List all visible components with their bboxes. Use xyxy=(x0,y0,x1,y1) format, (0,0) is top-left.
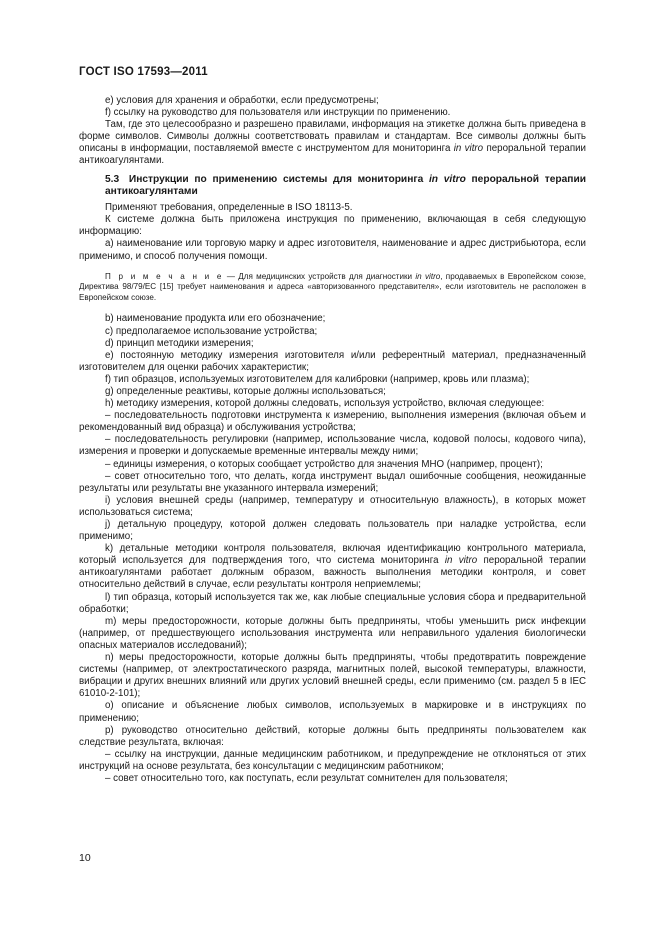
page-number: 10 xyxy=(79,852,91,864)
list-item: l) тип образца, который используется так же, как любые специальные условия сбора и предварительной обработки; xyxy=(79,591,586,615)
section-heading: 5.3 Инструкции по применению системы для мониторинга in vitro пероральной терапии антикоагулянтами xyxy=(105,173,586,197)
list-item: e) постоянную методику измерения изготовителя и/или референтный материал, предназначенный изготовителем для оценки рабочих характеристик; xyxy=(79,349,586,373)
list-subitem: – совет относительно того, как поступать, если результат сомнителен для пользователя; xyxy=(105,772,508,784)
list-item: o) описание и объяснение любых символов, используемых в маркировке и в инструкциях по применению; xyxy=(79,700,586,724)
list-item: g) определенные реактивы, которые должны использоваться; xyxy=(105,385,386,397)
paragraph-requirements: Применяют требования, определенные в ISO 18113-5. xyxy=(105,202,353,214)
page-content xyxy=(79,95,586,785)
list-item: i) условия внешней среды (например, температуру и относительную влажность), в которых может использоваться система; xyxy=(79,494,586,518)
list-subitem: – последовательность регулировки (например, использование числа, кодовой полосы, кодового чипа), измерения и проверки и допускаемые временные интервалы между ними; xyxy=(79,434,586,458)
list-item: c) предполагаемое использование устройства; xyxy=(105,325,318,337)
list-subitem: – единицы измерения, о которых сообщает устройство для значения МНО (например, процент); xyxy=(105,458,543,470)
list-item: n) меры предосторожности, которые должны быть предприняты, чтобы предотвратить повреждение системы (например, от электростатического разряда, магнитных полей, высокой температуры, влажности, вибрации и других внешних влияний или других условий внешней среды, если применимо (см. раздел 5 в IEC 61010-2-101); xyxy=(79,652,586,700)
list-item: f) тип образцов, используемых изготовителем для калибровки (например, кровь или плазма); xyxy=(105,373,530,385)
list-item: d) принцип методики измерения; xyxy=(105,337,254,349)
note: П р и м е ч а н и е — Для медицинских устройств для диагностики in vitro, продаваемых в Европейском союзе, Директива 98/79/ЕС [15] требует наименования и адреса «авторизованного представителя», если изготовитель не расположен в Европейском союзе. xyxy=(79,271,586,302)
list-item: b) наименование продукта или его обозначение; xyxy=(105,313,326,325)
list-item: p) руководство относительно действий, которые должны быть предприняты пользователем как следствие результата, включая: xyxy=(79,724,586,748)
page-header: ГОСТ ISO 17593—2011 xyxy=(79,66,208,78)
list-item-k: k) детальные методики контроля пользователя, включая идентификацию контрольного материала, который используется для подтверждения того, что система мониторинга in vitro пероральной терапии антикоагулянтами работает должным образом, важность выполнения методики контроля, и совет относительно действий в случае, если результаты контроля неприемлемы; xyxy=(79,543,586,591)
list-item: m) меры предосторожности, которые должны быть предприняты, чтобы уменьшить риск инфекции (например, от предшествующего использования инструмента или неправильного удаления биологически опасных материалов исследований); xyxy=(79,615,586,651)
paragraph-symbols: Там, где это целесообразно и разрешено правилами, информация на этикетке должна быть приведена в форме символов. Символы должны соответствовать правилам и стандартам. Все символы должны быть описаны в информации, поставляемой вместе с инструментом для мониторинга in vitro пероральной терапии антикоагулянтами. xyxy=(79,119,587,167)
list-item: j) детальную процедуру, которой должен следовать пользователь при наладке устройства, если применимо; xyxy=(79,519,586,543)
list-subitem: – ссылку на инструкции, данные медицинским работником, и предупреждение не отклоняться от этих инструкций на основе результата, без консультации с медицинским работником; xyxy=(79,748,586,772)
list-subitem: – последовательность подготовки инструмента к измерению, выполнения измерения (включая объем и рекомендованный вид образца) и обслуживания устройства; xyxy=(79,410,586,434)
section-number: 5.3 xyxy=(105,173,120,185)
paragraph-instruction: К системе должна быть приложена инструкция по применению, включающая в себя следующую информацию: xyxy=(79,214,586,238)
list-item-a: a) наименование или торговую марку и адрес изготовителя, наименование и адрес дистрибьютора, если применимо, и способ получения помощи. xyxy=(79,238,586,262)
list-item: h) методику измерения, которой должны следовать, используя устройство, включая следующее: xyxy=(105,398,545,410)
list-subitem: – совет относительно того, что делать, когда инструмент выдал ошибочные сообщения, неожиданные результаты или результаты вне указанного интервала измерений; xyxy=(79,470,586,494)
list-item-e: e) условия для хранения и обработки, если предусмотрены; xyxy=(105,95,379,106)
list-item-f: f) ссылку на руководство для пользователя или инструкции по применению. xyxy=(105,107,451,119)
note-label: П р и м е ч а н и е xyxy=(105,271,224,281)
